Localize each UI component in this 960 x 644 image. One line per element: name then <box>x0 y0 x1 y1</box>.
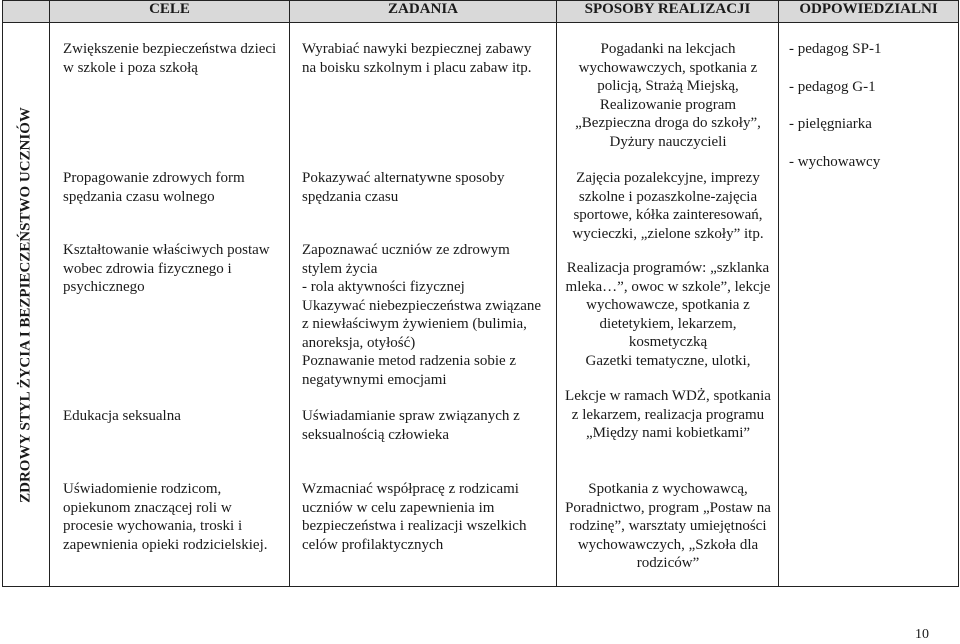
header-row <box>3 1 959 23</box>
cel-item: Propagowanie zdrowych form spędzania czasu wolnego <box>63 170 245 205</box>
cel-item: Kształtowanie właściwych postaw wobec zdrowia fizycznego i psychicznego <box>63 242 270 295</box>
header-cele: CELE <box>50 1 290 23</box>
responsible-item: - pedagog G-1 <box>789 79 876 95</box>
header-zadania: ZADANIA <box>290 1 557 23</box>
table-row <box>3 23 959 587</box>
sposob-item: Lekcje w ramach WDŻ, spotkania z lekarzem, realizacja programu „Między nami kobietkami” <box>565 388 771 441</box>
header-sposoby: SPOSOBY REALIZACJI <box>557 1 779 23</box>
zadania-cell <box>290 23 557 587</box>
header-blank <box>3 1 50 23</box>
sposob-item: Realizacja programów: „szklanka mleka…”, owoc w szkole”, lekcje wychowawcze, spotkania z dietetykiem, lekarzem, kosmetyczką Gazetki tematyczne, ulotki, <box>565 260 771 369</box>
zadanie-item: Pokazywać alternatywne sposoby spędzania czasu <box>302 170 505 205</box>
section-label-cell <box>3 23 50 587</box>
responsible-item: - pedagog SP-1 <box>789 41 882 57</box>
cel-item: Edukacja seksualna <box>63 408 181 424</box>
odpowiedzialni-cell <box>779 23 959 587</box>
header-odpowiedzialni: ODPOWIEDZIALNI <box>779 1 959 23</box>
sposob-item: Zajęcia pozalekcyjne, imprezy szkolne i pozaszkolne-zajęcia sportowe, kółka zainteresowań, wycieczki, „zielone szkoły” itp. <box>572 170 764 242</box>
section-label: ZDROWY STYL ŻYCIA I BEZPIECZEŃSTWO UCZNIÓW <box>17 106 34 503</box>
sposob-item: Pogadanki na lekcjach wychowawczych, spotkania z policją, Strażą Miejską, Realizowanie program „Bezpieczna droga do szkoły”, Dyżury nauczycieli <box>575 41 761 150</box>
cel-item: Uświadomienie rodzicom, opiekunom znaczącej roli w procesie wychowania, troski i zapewnienia opieki rodzicielskiej. <box>63 481 268 553</box>
zadanie-item: Wzmacniać współpracę z rodzicami uczniów w celu zapewnienia im bezpieczeństwa i realizacji wszelkich celów profilaktycznych <box>302 481 527 553</box>
sposob-item: Spotkania z wychowawcą, Poradnictwo, program „Postaw na rodzinę”, warsztaty umiejętności wychowawczych, „Szkoła dla rodziców” <box>565 481 771 571</box>
zadanie-item: Wyrabiać nawyki bezpiecznej zabawy na boisku szkolnym i placu zabaw itp. <box>302 41 532 76</box>
page-number: 10 <box>915 627 929 642</box>
responsible-item: - pielęgniarka <box>789 116 872 132</box>
zadanie-item: Uświadamianie spraw związanych z seksualnością człowieka <box>302 408 520 443</box>
responsible-item: - wychowawcy <box>789 154 881 170</box>
sposoby-cell <box>557 23 779 587</box>
cele-cell <box>50 23 290 587</box>
cel-item: Zwiększenie bezpieczeństwa dzieci w szkole i poza szkołą <box>63 41 277 76</box>
zadanie-item: Zapoznawać uczniów ze zdrowym stylem życia - rola aktywności fizycznej Ukazywać niebezpieczeństwa związane z niewłaściwym żywieniem (bulimia, anoreksja, otyłość) Poznawanie metod radzenia sobie z negatywnymi emocjami <box>302 242 542 388</box>
plan-table <box>2 0 959 587</box>
